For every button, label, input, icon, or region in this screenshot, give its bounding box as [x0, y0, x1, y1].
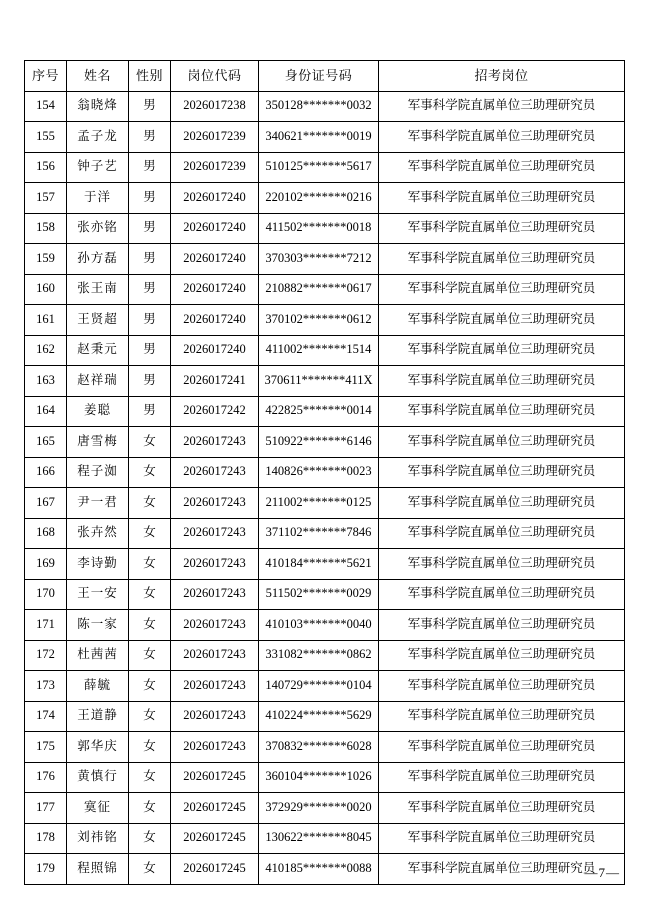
cell-sex: 男	[129, 183, 171, 214]
cell-sex: 女	[129, 610, 171, 641]
cell-seq: 161	[25, 305, 67, 336]
cell-sex: 女	[129, 701, 171, 732]
cell-id-number: 410103*******0040	[259, 610, 379, 641]
cell-name: 孟子龙	[67, 122, 129, 153]
roster-table	[24, 60, 625, 885]
cell-sex: 女	[129, 457, 171, 488]
cell-name: 于洋	[67, 183, 129, 214]
cell-name: 钟子艺	[67, 152, 129, 183]
cell-id-number: 510922*******6146	[259, 427, 379, 458]
column-header-sex: 性别	[129, 61, 171, 92]
cell-name: 程子洳	[67, 457, 129, 488]
cell-id-number: 210882*******0617	[259, 274, 379, 305]
table-row	[25, 732, 625, 763]
cell-id-number: 220102*******0216	[259, 183, 379, 214]
cell-name: 张卉然	[67, 518, 129, 549]
cell-name: 刘祎铭	[67, 823, 129, 854]
cell-recruit-post: 军事科学院直属单位三助理研究员	[379, 671, 625, 702]
cell-seq: 155	[25, 122, 67, 153]
cell-sex: 男	[129, 152, 171, 183]
cell-recruit-post: 军事科学院直属单位三助理研究员	[379, 122, 625, 153]
cell-seq: 157	[25, 183, 67, 214]
cell-recruit-post: 军事科学院直属单位三助理研究员	[379, 549, 625, 580]
column-header-id-number: 身份证号码	[259, 61, 379, 92]
cell-recruit-post: 军事科学院直属单位三助理研究员	[379, 183, 625, 214]
cell-name: 薛毓	[67, 671, 129, 702]
table-row	[25, 152, 625, 183]
table-row	[25, 396, 625, 427]
table-row	[25, 213, 625, 244]
cell-seq: 164	[25, 396, 67, 427]
cell-id-number: 130622*******8045	[259, 823, 379, 854]
table-row	[25, 366, 625, 397]
column-header-post-code: 岗位代码	[171, 61, 259, 92]
cell-recruit-post: 军事科学院直属单位三助理研究员	[379, 823, 625, 854]
cell-seq: 170	[25, 579, 67, 610]
cell-seq: 158	[25, 213, 67, 244]
cell-seq: 167	[25, 488, 67, 519]
cell-post-code: 2026017240	[171, 183, 259, 214]
cell-recruit-post: 军事科学院直属单位三助理研究员	[379, 305, 625, 336]
cell-name: 王道静	[67, 701, 129, 732]
cell-sex: 男	[129, 305, 171, 336]
cell-name: 赵秉元	[67, 335, 129, 366]
cell-id-number: 370611*******411X	[259, 366, 379, 397]
cell-seq: 174	[25, 701, 67, 732]
table-row	[25, 122, 625, 153]
cell-id-number: 510125*******5617	[259, 152, 379, 183]
cell-post-code: 2026017243	[171, 488, 259, 519]
table-row	[25, 549, 625, 580]
table-row	[25, 183, 625, 214]
table-row	[25, 457, 625, 488]
cell-post-code: 2026017243	[171, 701, 259, 732]
table-header	[25, 61, 625, 92]
cell-recruit-post: 军事科学院直属单位三助理研究员	[379, 244, 625, 275]
cell-name: 王贤超	[67, 305, 129, 336]
cell-sex: 女	[129, 793, 171, 824]
cell-post-code: 2026017243	[171, 427, 259, 458]
table-row	[25, 427, 625, 458]
cell-sex: 男	[129, 274, 171, 305]
cell-recruit-post: 军事科学院直属单位三助理研究员	[379, 518, 625, 549]
cell-name: 翁晓烽	[67, 91, 129, 122]
cell-id-number: 410185*******0088	[259, 854, 379, 885]
cell-post-code: 2026017243	[171, 518, 259, 549]
cell-id-number: 411502*******0018	[259, 213, 379, 244]
cell-id-number: 511502*******0029	[259, 579, 379, 610]
cell-id-number: 371102*******7846	[259, 518, 379, 549]
cell-seq: 175	[25, 732, 67, 763]
table-row	[25, 823, 625, 854]
cell-post-code: 2026017240	[171, 213, 259, 244]
cell-name: 李诗勤	[67, 549, 129, 580]
cell-recruit-post: 军事科学院直属单位三助理研究员	[379, 396, 625, 427]
cell-name: 程照锦	[67, 854, 129, 885]
cell-id-number: 370303*******7212	[259, 244, 379, 275]
cell-sex: 女	[129, 579, 171, 610]
cell-post-code: 2026017240	[171, 274, 259, 305]
table-row	[25, 244, 625, 275]
cell-sex: 女	[129, 518, 171, 549]
cell-recruit-post: 军事科学院直属单位三助理研究员	[379, 762, 625, 793]
cell-recruit-post: 军事科学院直属单位三助理研究员	[379, 732, 625, 763]
cell-id-number: 370832*******6028	[259, 732, 379, 763]
table-row	[25, 701, 625, 732]
cell-seq: 163	[25, 366, 67, 397]
cell-name: 赵祥瑞	[67, 366, 129, 397]
cell-seq: 179	[25, 854, 67, 885]
cell-name: 陈一家	[67, 610, 129, 641]
cell-sex: 男	[129, 396, 171, 427]
cell-post-code: 2026017245	[171, 762, 259, 793]
cell-recruit-post: 军事科学院直属单位三助理研究员	[379, 366, 625, 397]
table-row	[25, 793, 625, 824]
cell-sex: 男	[129, 122, 171, 153]
cell-post-code: 2026017240	[171, 244, 259, 275]
column-header-seq: 序号	[25, 61, 67, 92]
table-row	[25, 488, 625, 519]
cell-post-code: 2026017243	[171, 671, 259, 702]
table-row	[25, 610, 625, 641]
cell-seq: 159	[25, 244, 67, 275]
table-header-row	[25, 61, 625, 92]
cell-seq: 169	[25, 549, 67, 580]
cell-sex: 女	[129, 823, 171, 854]
cell-recruit-post: 军事科学院直属单位三助理研究员	[379, 854, 625, 885]
cell-seq: 166	[25, 457, 67, 488]
cell-post-code: 2026017245	[171, 854, 259, 885]
cell-id-number: 370102*******0612	[259, 305, 379, 336]
cell-id-number: 360104*******1026	[259, 762, 379, 793]
cell-name: 张王南	[67, 274, 129, 305]
cell-post-code: 2026017243	[171, 579, 259, 610]
cell-post-code: 2026017239	[171, 122, 259, 153]
cell-post-code: 2026017240	[171, 305, 259, 336]
table-row	[25, 305, 625, 336]
cell-recruit-post: 军事科学院直属单位三助理研究员	[379, 701, 625, 732]
cell-post-code: 2026017239	[171, 152, 259, 183]
cell-sex: 男	[129, 335, 171, 366]
cell-id-number: 350128*******0032	[259, 91, 379, 122]
cell-recruit-post: 军事科学院直属单位三助理研究员	[379, 579, 625, 610]
cell-name: 黄慎行	[67, 762, 129, 793]
cell-post-code: 2026017242	[171, 396, 259, 427]
table-body	[25, 91, 625, 884]
cell-sex: 男	[129, 91, 171, 122]
cell-seq: 168	[25, 518, 67, 549]
cell-recruit-post: 军事科学院直属单位三助理研究员	[379, 335, 625, 366]
cell-sex: 女	[129, 762, 171, 793]
column-header-name: 姓名	[67, 61, 129, 92]
cell-post-code: 2026017243	[171, 457, 259, 488]
cell-sex: 男	[129, 366, 171, 397]
cell-sex: 男	[129, 213, 171, 244]
cell-name: 姜聪	[67, 396, 129, 427]
cell-seq: 171	[25, 610, 67, 641]
table-row	[25, 762, 625, 793]
cell-sex: 女	[129, 549, 171, 580]
cell-name: 孙方磊	[67, 244, 129, 275]
cell-sex: 男	[129, 244, 171, 275]
table-row	[25, 854, 625, 885]
cell-name: 唐雪梅	[67, 427, 129, 458]
cell-recruit-post: 军事科学院直属单位三助理研究员	[379, 610, 625, 641]
cell-sex: 女	[129, 671, 171, 702]
cell-recruit-post: 军事科学院直属单位三助理研究员	[379, 488, 625, 519]
cell-recruit-post: 军事科学院直属单位三助理研究员	[379, 152, 625, 183]
cell-post-code: 2026017238	[171, 91, 259, 122]
cell-id-number: 331082*******0862	[259, 640, 379, 671]
table-row	[25, 274, 625, 305]
cell-name: 王一安	[67, 579, 129, 610]
cell-post-code: 2026017243	[171, 640, 259, 671]
cell-sex: 女	[129, 488, 171, 519]
cell-name: 张亦铭	[67, 213, 129, 244]
cell-recruit-post: 军事科学院直属单位三助理研究员	[379, 91, 625, 122]
table-row	[25, 518, 625, 549]
table-row	[25, 640, 625, 671]
cell-id-number: 211002*******0125	[259, 488, 379, 519]
cell-id-number: 410184*******5621	[259, 549, 379, 580]
cell-post-code: 2026017245	[171, 793, 259, 824]
cell-id-number: 372929*******0020	[259, 793, 379, 824]
cell-id-number: 411002*******1514	[259, 335, 379, 366]
cell-seq: 160	[25, 274, 67, 305]
cell-name: 尹一君	[67, 488, 129, 519]
cell-recruit-post: 军事科学院直属单位三助理研究员	[379, 213, 625, 244]
cell-sex: 女	[129, 427, 171, 458]
cell-post-code: 2026017243	[171, 610, 259, 641]
cell-seq: 177	[25, 793, 67, 824]
cell-sex: 女	[129, 732, 171, 763]
cell-seq: 176	[25, 762, 67, 793]
table-row	[25, 335, 625, 366]
cell-recruit-post: 军事科学院直属单位三助理研究员	[379, 274, 625, 305]
column-header-recruit-post: 招考岗位	[379, 61, 625, 92]
table-row	[25, 579, 625, 610]
cell-id-number: 410224*******5629	[259, 701, 379, 732]
roster-table-container	[24, 60, 624, 885]
cell-recruit-post: 军事科学院直属单位三助理研究员	[379, 457, 625, 488]
cell-recruit-post: 军事科学院直属单位三助理研究员	[379, 640, 625, 671]
cell-seq: 165	[25, 427, 67, 458]
table-row	[25, 91, 625, 122]
cell-seq: 178	[25, 823, 67, 854]
cell-seq: 173	[25, 671, 67, 702]
cell-id-number: 422825*******0014	[259, 396, 379, 427]
cell-name: 寞征	[67, 793, 129, 824]
cell-seq: 162	[25, 335, 67, 366]
table-row	[25, 671, 625, 702]
cell-name: 杜茜茜	[67, 640, 129, 671]
cell-sex: 女	[129, 640, 171, 671]
cell-sex: 女	[129, 854, 171, 885]
cell-seq: 172	[25, 640, 67, 671]
cell-post-code: 2026017243	[171, 732, 259, 763]
cell-post-code: 2026017241	[171, 366, 259, 397]
cell-post-code: 2026017240	[171, 335, 259, 366]
cell-recruit-post: 军事科学院直属单位三助理研究员	[379, 793, 625, 824]
cell-id-number: 140729*******0104	[259, 671, 379, 702]
cell-seq: 156	[25, 152, 67, 183]
cell-name: 郭华庆	[67, 732, 129, 763]
cell-id-number: 340621*******0019	[259, 122, 379, 153]
cell-post-code: 2026017243	[171, 549, 259, 580]
cell-id-number: 140826*******0023	[259, 457, 379, 488]
cell-seq: 154	[25, 91, 67, 122]
page-number: —7—	[584, 865, 620, 880]
cell-post-code: 2026017245	[171, 823, 259, 854]
cell-recruit-post: 军事科学院直属单位三助理研究员	[379, 427, 625, 458]
